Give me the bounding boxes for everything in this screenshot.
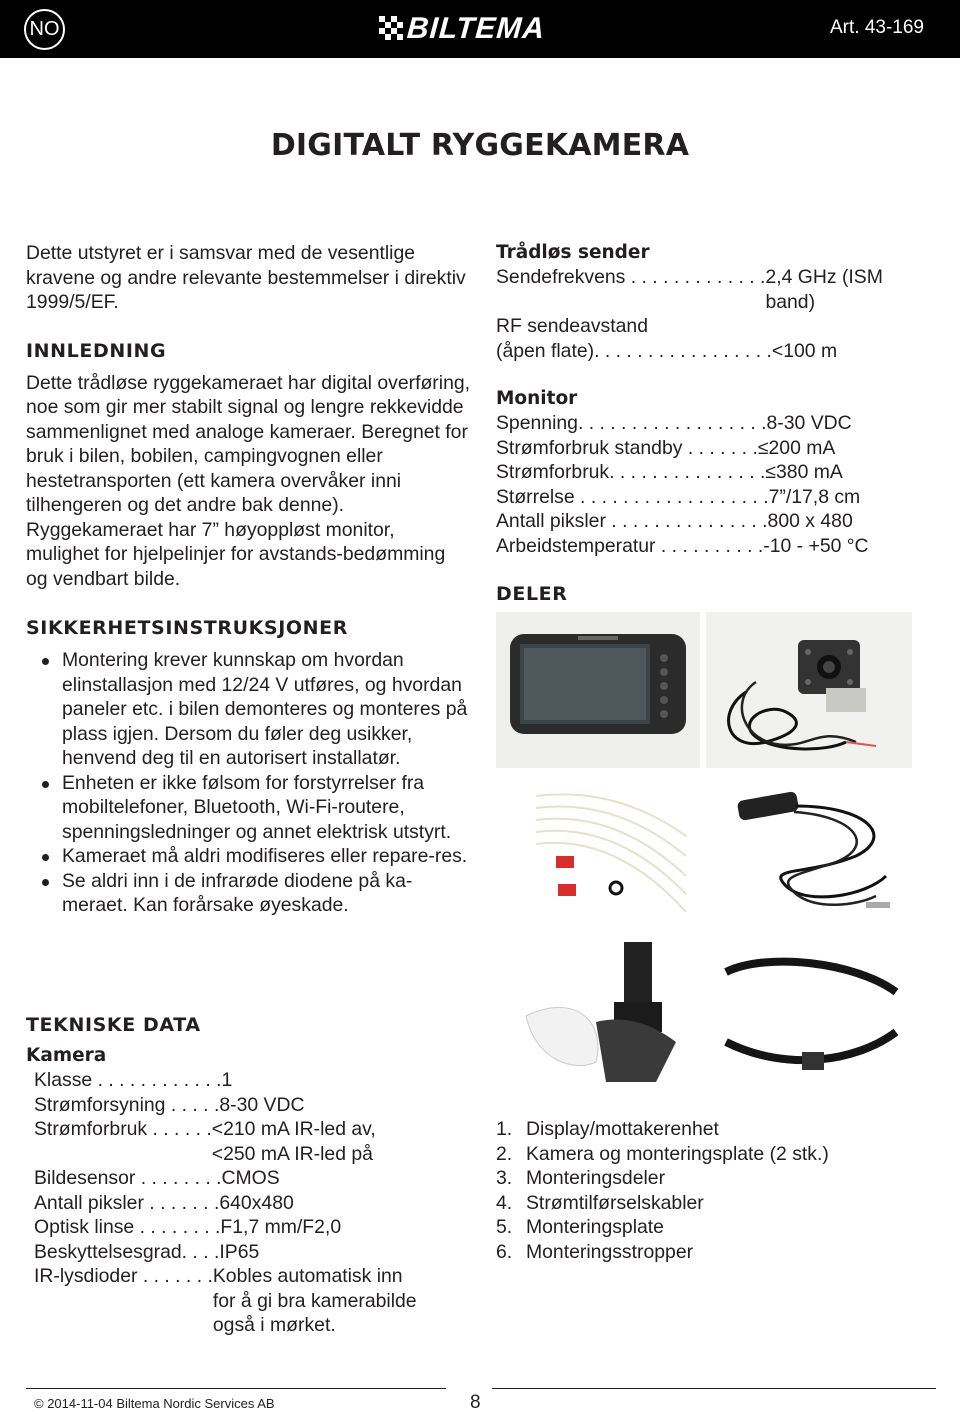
spec-label: Størrelse . . . . . . . . . . . . . . . . . . <box>496 485 769 508</box>
spec-label: Spenning. . . . . . . . . . . . . . . . . . <box>496 412 767 434</box>
spec-row <box>496 485 936 510</box>
item-number: 4. <box>496 1191 513 1214</box>
item-text: Strømtilførselskabler <box>526 1191 704 1214</box>
biltema-logo <box>379 12 582 46</box>
power-cable-photo <box>706 776 912 924</box>
spec-label: Antall piksler . . . . . . . <box>34 1191 220 1214</box>
list-item: Enheten er ikke følsom for forstyrrelser fra mobiltelefoner, Bluetooth, Wi-Fi-routere, spenningsledninger og annet elektrisk utstyrt. <box>26 771 471 845</box>
monitor-image <box>496 612 700 768</box>
spec-label: Strømforsyning . . . . . <box>34 1093 220 1116</box>
spec-row <box>34 1191 471 1216</box>
spec-value: 640x480 <box>219 1191 294 1214</box>
spec-row <box>496 436 936 461</box>
item-number: 3. <box>496 1167 513 1189</box>
display-unit-photo <box>496 612 700 768</box>
spec-value: Kobles automatisk inn for å gi bra kamerabilde også i mørket. <box>212 1265 417 1336</box>
footer-divider-left <box>26 1388 446 1389</box>
spec-value: CMOS <box>221 1167 280 1189</box>
power-cable-image <box>706 776 912 924</box>
left-column <box>26 241 471 918</box>
mounting-plate-image <box>496 932 700 1084</box>
spec-row <box>496 314 936 363</box>
spec-row <box>34 1166 471 1191</box>
spec-row <box>34 1215 471 1240</box>
camera-photo <box>706 612 912 768</box>
item-text: Monteringsstropper <box>526 1240 694 1263</box>
spec-row <box>34 1093 471 1118</box>
spec-label: RF sendeavstand (åpen flate). . . . . . . . . . . . . . . . . <box>496 315 772 362</box>
list-item <box>496 1215 936 1240</box>
spec-value: -10 - +50 °C <box>763 534 869 557</box>
innledning-text: Dette trådløse ryggekameraet har digital overføring, noe som gir mer stabilt signal og lengre rekkevidde sammenlignet med analoge kameraer. Beregnet for bruk i bilen, bobilen, campingvognen eller hestetransporten (ett kamera overvåker inni tilhengeren og det andre bak denne). Ryggekameraet har 7” høyoppløst monitor, mulighet for hjelpelinjer for avstands-bedømming og vendbart bilde. <box>26 371 471 590</box>
spec-value: F1,7 mm/F2,0 <box>220 1216 342 1238</box>
right-column <box>496 241 936 606</box>
article-number: Art. 43-169 <box>830 17 924 38</box>
spec-row <box>496 265 936 314</box>
spec-value: 8-30 VDC <box>219 1093 305 1116</box>
spec-value: 1 <box>221 1069 233 1091</box>
list-item: Se aldri inn i de infrarøde diodene på ka-meraet. Kan forårsake øyeskade. <box>26 869 471 918</box>
spec-row <box>34 1068 471 1093</box>
safety-heading: SIKKERHETSINSTRUKSJONER <box>26 617 348 639</box>
mounting-parts-image <box>496 776 700 924</box>
footer-divider-right <box>492 1388 936 1389</box>
language-badge: NO <box>24 9 65 50</box>
innledning-heading: INNLEDNING <box>26 339 167 362</box>
list-item <box>496 1142 936 1167</box>
spec-value: 800 x 480 <box>767 510 853 532</box>
brand-name: BILTEMA <box>405 12 547 45</box>
page-title <box>0 128 960 163</box>
spec-label: Arbeidstemperatur . . . . . . . . . . <box>496 534 764 557</box>
spec-row <box>496 411 936 436</box>
sender-heading: Trådløs sender <box>496 242 650 263</box>
tech-data-section <box>26 1013 471 1338</box>
item-number: 1. <box>496 1118 513 1140</box>
page-number: 8 <box>470 1392 481 1413</box>
copyright-text: © 2014-11-04 Biltema Nordic Services AB <box>34 1396 275 1411</box>
spec-value: IP65 <box>219 1240 260 1263</box>
spec-label: Strømforbruk. . . . . . . . . . . . . . . <box>496 461 766 483</box>
camera-spec-table <box>26 1068 471 1338</box>
spec-label: Bildesensor . . . . . . . . <box>34 1167 222 1189</box>
spec-label: Strømforbruk standby . . . . . . . <box>496 436 758 459</box>
parts-list-section <box>496 1117 936 1264</box>
item-number: 2. <box>496 1142 513 1165</box>
spec-value: ≤200 mA <box>757 436 836 459</box>
camera-image <box>706 612 912 768</box>
spec-row <box>34 1240 471 1265</box>
spec-label: IR-lysdioder . . . . . . . <box>34 1265 213 1287</box>
parts-heading: DELER <box>496 583 568 605</box>
list-item: Montering krever kunnskap om hvordan elinstallasjon med 12/24 V utføres, og hvordan paneler etc. i bilen demonteres og monteres på plass igjen. Dersom du føler deg usikker, henvend deg til en autorisert installatør. <box>26 648 471 771</box>
camera-heading: Kamera <box>26 1045 107 1066</box>
safety-list <box>26 648 471 918</box>
spec-value: <100 m <box>771 339 838 362</box>
spec-value: 8-30 VDC <box>766 412 852 434</box>
item-text: Monteringsdeler <box>526 1167 666 1189</box>
monitor-heading: Monitor <box>496 388 578 409</box>
item-number: 5. <box>496 1216 513 1238</box>
header-bar <box>0 0 960 58</box>
intro-text: Dette utstyret er i samsvar med de vesentlige kravene og andre relevante bestemmelser i direktiv 1999/5/EF. <box>26 242 466 313</box>
spec-row <box>496 509 936 534</box>
list-item <box>496 1240 936 1265</box>
item-text: Kamera og monteringsplate (2 stk.) <box>526 1142 829 1165</box>
mounting-plate-photo <box>496 932 700 1084</box>
parts-list <box>496 1117 936 1264</box>
spec-label: Antall piksler . . . . . . . . . . . . . . . <box>496 510 768 532</box>
spec-row <box>496 460 936 485</box>
list-item: Kameraet må aldri modifiseres eller repare-res. <box>26 844 471 869</box>
list-item <box>496 1191 936 1216</box>
straps-image <box>706 932 912 1084</box>
list-item <box>496 1166 936 1191</box>
item-number: 6. <box>496 1240 513 1263</box>
page-title-text: DIGITALT RYGGEKAMERA <box>270 128 690 163</box>
spec-value: <210 mA IR-led av, <250 mA IR-led på <box>211 1118 376 1165</box>
spec-row <box>34 1264 471 1338</box>
spec-label: Beskyttelsesgrad. . . . <box>34 1240 220 1263</box>
item-text: Monteringsplate <box>526 1216 664 1238</box>
spec-label: Optisk linse . . . . . . . . <box>34 1216 221 1238</box>
spec-row <box>496 534 936 559</box>
tech-heading: TEKNISKE DATA <box>26 1014 201 1036</box>
spec-label: Strømforbruk . . . . . . <box>34 1118 212 1140</box>
list-item <box>496 1117 936 1142</box>
spec-value: 7”/17,8 cm <box>768 485 861 508</box>
straps-photo <box>706 932 912 1084</box>
spec-value: ≤380 mA <box>765 461 843 483</box>
spec-row <box>34 1117 471 1166</box>
item-text: Display/mottakerenhet <box>526 1118 719 1140</box>
spec-label: Klasse . . . . . . . . . . . . <box>34 1069 222 1091</box>
checkered-flag-icon <box>379 16 403 42</box>
mounting-parts-photo <box>496 776 700 924</box>
spec-value: 2,4 GHz (ISM band) <box>765 266 883 313</box>
spec-label: Sendefrekvens . . . . . . . . . . . . . <box>496 266 766 288</box>
